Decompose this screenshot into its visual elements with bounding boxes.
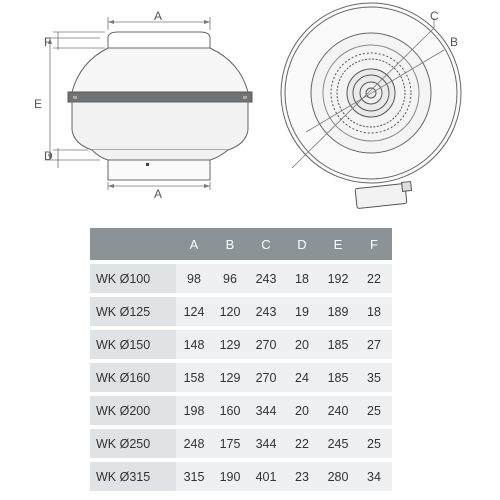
- dimension-table: [90, 224, 392, 495]
- value-cell: 185: [320, 330, 356, 359]
- junction-box: [355, 181, 411, 208]
- value-cell: 280: [320, 462, 356, 491]
- table-row: [90, 330, 392, 359]
- value-cell: 344: [248, 429, 284, 458]
- table-row: [90, 462, 392, 491]
- value-cell: 124: [176, 297, 212, 326]
- value-cell: 175: [212, 429, 248, 458]
- side-bottom-cone: [92, 150, 228, 160]
- col-header-d: D: [284, 228, 320, 260]
- value-cell: 23: [284, 462, 320, 491]
- table-row: [90, 396, 392, 425]
- value-cell: 344: [248, 396, 284, 425]
- value-cell: 22: [356, 264, 392, 293]
- value-cell: 20: [284, 330, 320, 359]
- model-cell: WK Ø250: [90, 429, 176, 458]
- value-cell: 129: [212, 363, 248, 392]
- value-cell: 315: [176, 462, 212, 491]
- col-header-b: B: [212, 228, 248, 260]
- value-cell: 189: [320, 297, 356, 326]
- side-top-collar: [108, 32, 210, 48]
- table-row: [90, 297, 392, 326]
- model-cell: WK Ø125: [90, 297, 176, 326]
- side-bottom-collar: [108, 160, 210, 180]
- side-top-dome: [72, 48, 248, 92]
- value-cell: 98: [176, 264, 212, 293]
- model-cell: WK Ø315: [90, 462, 176, 491]
- model-cell: WK Ø100: [90, 264, 176, 293]
- value-cell: 248: [176, 429, 212, 458]
- value-cell: 243: [248, 297, 284, 326]
- dim-label-a-bottom: A: [154, 187, 163, 201]
- value-cell: 401: [248, 462, 284, 491]
- value-cell: 192: [320, 264, 356, 293]
- value-cell: 148: [176, 330, 212, 359]
- value-cell: 129: [212, 330, 248, 359]
- col-header-f: F: [356, 228, 392, 260]
- value-cell: 35: [356, 363, 392, 392]
- dim-label-f: F: [44, 35, 52, 49]
- side-band: [68, 92, 252, 102]
- model-cell: WK Ø200: [90, 396, 176, 425]
- col-header-c: C: [248, 228, 284, 260]
- dim-label-b: B: [450, 35, 459, 49]
- value-cell: 245: [320, 429, 356, 458]
- side-housing: [72, 102, 248, 150]
- value-cell: 27: [356, 330, 392, 359]
- table-header-corner: [90, 228, 176, 260]
- dim-label-d: D: [44, 149, 53, 163]
- model-cell: WK Ø150: [90, 330, 176, 359]
- value-cell: 96: [212, 264, 248, 293]
- front-view: [281, 3, 461, 209]
- model-cell: WK Ø160: [90, 363, 176, 392]
- value-cell: 160: [212, 396, 248, 425]
- value-cell: 158: [176, 363, 212, 392]
- value-cell: 25: [356, 429, 392, 458]
- value-cell: 120: [212, 297, 248, 326]
- value-cell: 270: [248, 330, 284, 359]
- col-header-e: E: [320, 228, 356, 260]
- dim-label-e: E: [34, 97, 43, 111]
- value-cell: 185: [320, 363, 356, 392]
- fan-dimension-drawing: [0, 0, 500, 215]
- table-row: [90, 429, 392, 458]
- table-row: [90, 264, 392, 293]
- table-row: [90, 363, 392, 392]
- col-header-a: A: [176, 228, 212, 260]
- value-cell: 18: [284, 264, 320, 293]
- value-cell: 18: [356, 297, 392, 326]
- table-body: [90, 264, 392, 491]
- value-cell: 270: [248, 363, 284, 392]
- value-cell: 198: [176, 396, 212, 425]
- side-view: [45, 17, 252, 190]
- value-cell: 240: [320, 396, 356, 425]
- value-cell: 22: [284, 429, 320, 458]
- value-cell: 25: [356, 396, 392, 425]
- value-cell: 19: [284, 297, 320, 326]
- value-cell: 34: [356, 462, 392, 491]
- dim-label-c: C: [430, 9, 439, 23]
- value-cell: 190: [212, 462, 248, 491]
- value-cell: 20: [284, 396, 320, 425]
- value-cell: 24: [284, 363, 320, 392]
- dim-label-a-top: A: [154, 9, 163, 23]
- value-cell: 243: [248, 264, 284, 293]
- table-header: [90, 228, 392, 260]
